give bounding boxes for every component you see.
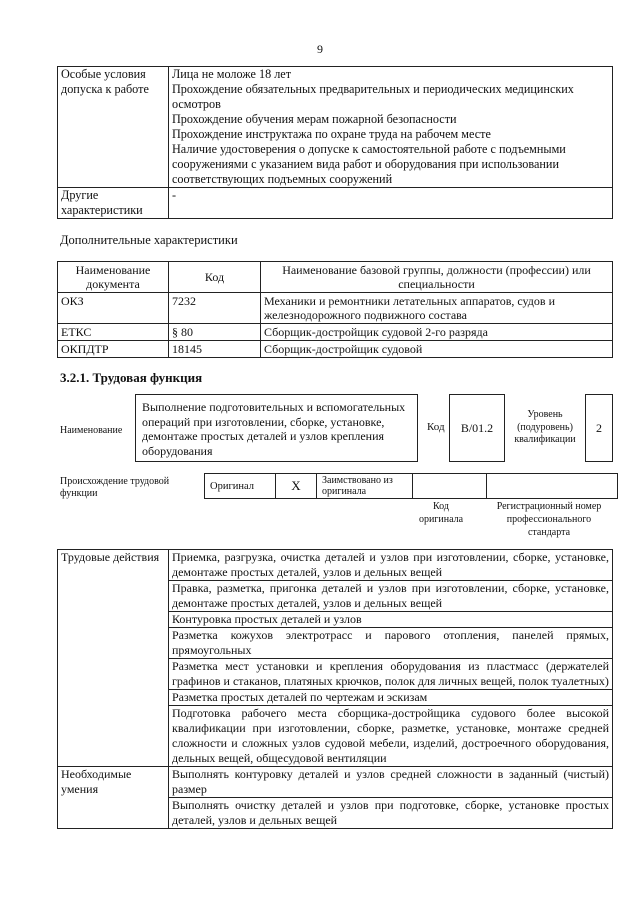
labor-action-item: Подготовка рабочего места сборщика-достройщика судового более высокой квалификации при изготовлении, сборке, разметке, установке, монтаже средней сложности и сложных узлов судовой мебели, изделий, достроечного оборудования, дельных вещей, общесудовой вентиляции (169, 706, 613, 767)
condition-line: Лица не моложе 18 лет (172, 67, 292, 81)
origin-table (204, 473, 618, 499)
section-title: 3.2.1. Трудовая функция (60, 370, 203, 385)
additional-heading: Дополнительные характеристики (60, 233, 238, 247)
labor-action-item: Правка, разметка, пригонка деталей и узлов при изготовлении, сборке, установке, демонтаже простых деталей, узлов и дельных вещей (169, 581, 613, 612)
table-row (58, 188, 613, 219)
special-conditions-value (169, 67, 613, 188)
table-row (58, 341, 613, 358)
original-code-caption: Код оригинала (418, 501, 464, 525)
other-characteristics-label: Другие характеристики (58, 188, 169, 219)
registration-number-cell (487, 474, 618, 499)
function-code-box: B/01.2 (449, 394, 505, 462)
qualification-level-label: Уровень (подуровень) квалификации (514, 409, 576, 445)
skill-item: Выполнять очистку деталей и узлов при подготовке, сборке, установке простых деталей, узлов и дельных вещей (169, 798, 613, 829)
original-mark: X (276, 474, 317, 499)
skill-item: Выполнять контуровку деталей и узлов средней сложности в заданный (чистый) размер (169, 767, 613, 798)
labor-actions-table (57, 549, 613, 829)
condition-line: Наличие удостоверения о допуске к самостоятельной работе с подъемными сооружениями с указанием вида работ и оборудования при использовании соответствующих подъемных сооружений (172, 142, 566, 186)
page-number: 9 (317, 42, 323, 56)
labor-actions-label: Трудовые действия (58, 550, 169, 767)
table-cell: ОКЗ (58, 293, 169, 324)
function-code-label: Код (427, 421, 445, 433)
table-row (58, 767, 613, 798)
other-characteristics-value: - (169, 188, 613, 219)
registration-number-caption: Регистрационный номер профессионального стандарта (496, 501, 602, 538)
conditions-table (57, 66, 613, 219)
labor-action-item: Приемка, разгрузка, очистка деталей и узлов при изготовлении, сборке, установке, демонтаже простых деталей, узлов и дельных вещей (169, 550, 613, 581)
condition-line: Прохождение обучения мерам пожарной безопасности (172, 112, 457, 126)
table-cell: ЕТКС (58, 324, 169, 341)
table-row (58, 550, 613, 581)
qualification-level-box: 2 (585, 394, 613, 462)
origin-label: Происхождение трудовой функции (60, 476, 170, 499)
labor-action-item: Разметка мест установки и крепления оборудования из пластмасс (держателей графинов и стаканов, платяных крючков, полок для личных вещей, полок туалетных) (169, 659, 613, 690)
required-skills-label: Необходимые умения (58, 767, 169, 829)
function-name-label: Наименование (60, 425, 123, 436)
additional-table (57, 261, 613, 358)
borrowed-label: Заимствовано из оригинала (317, 474, 413, 499)
column-header: Наименование документа (58, 262, 169, 293)
table-cell: § 80 (169, 324, 261, 341)
column-header: Код (169, 262, 261, 293)
table-cell: Сборщик-достройщик судовой (261, 341, 613, 358)
table-cell: ОКПДТР (58, 341, 169, 358)
table-row (205, 474, 618, 499)
special-conditions-label: Особые условия допуска к работе (58, 67, 169, 188)
condition-line: Прохождение обязательных предварительных и периодических медицинских осмотров (172, 82, 574, 111)
condition-line: Прохождение инструктажа по охране труда на рабочем месте (172, 127, 491, 141)
table-header-row (58, 262, 613, 293)
table-row (58, 293, 613, 324)
original-code-cell (413, 474, 487, 499)
table-cell: 18145 (169, 341, 261, 358)
function-name-box: Выполнение подготовительных и вспомогательных операций при изготовлении, сборке, установке, демонтаже простых деталей и узлов крепления оборудования (135, 394, 418, 462)
table-cell: Механики и ремонтники летательных аппаратов, судов и железнодорожного подвижного состава (261, 293, 613, 324)
labor-action-item: Разметка кожухов электротрасс и парового отопления, панелей прямых, прямоугольных (169, 628, 613, 659)
column-header: Наименование базовой группы, должности (профессии) или специальности (261, 262, 613, 293)
table-row (58, 324, 613, 341)
table-cell: 7232 (169, 293, 261, 324)
original-label: Оригинал (205, 474, 276, 499)
table-row (58, 67, 613, 188)
labor-action-item: Разметка простых деталей по чертежам и эскизам (169, 690, 613, 706)
labor-action-item: Контуровка простых деталей и узлов (169, 612, 613, 628)
table-cell: Сборщик-достройщик судовой 2-го разряда (261, 324, 613, 341)
